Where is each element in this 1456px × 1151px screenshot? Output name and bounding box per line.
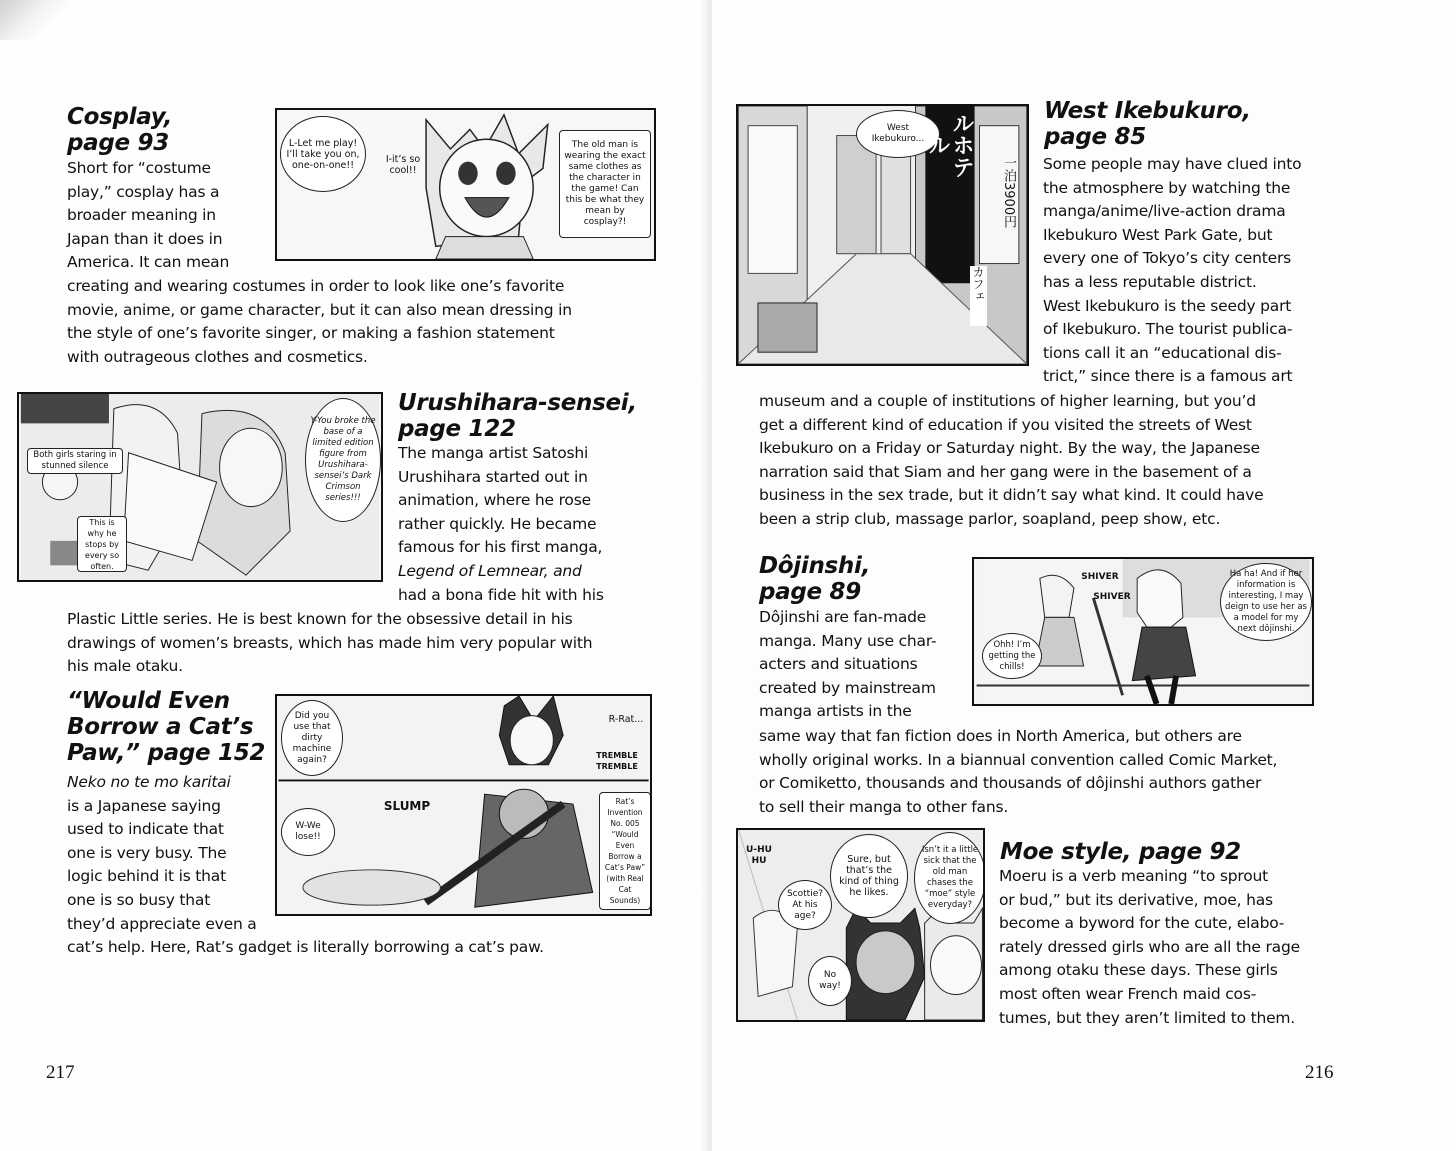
body-line: same way that fan fiction does in North America, but others are xyxy=(759,727,1242,745)
urushihara-heading xyxy=(398,390,637,442)
moe-manga-panel xyxy=(736,828,985,1022)
heading-line: Dôjinshi, xyxy=(759,553,871,579)
body-line: movie, anime, or game character, but it can also mean dressing in xyxy=(67,300,572,319)
ikebukuro-manga-panel xyxy=(736,104,1029,366)
body-line: Some people may have clued into xyxy=(1043,155,1302,173)
caption-box: Rat’s Invention No. 005 “Would Even Borrow a Cat’s Paw” (with Real Cat Sounds) xyxy=(599,792,651,910)
ikebukuro-heading xyxy=(1044,98,1251,150)
body-line: among otaku these days. These girls xyxy=(999,961,1278,980)
body-line: been a strip club, massage parlor, soapland, peep show, etc. xyxy=(759,509,1221,528)
heading-line: page 89 xyxy=(759,579,861,605)
heading-line: page 93 xyxy=(67,130,169,156)
dojinshi-manga-panel xyxy=(972,557,1314,706)
speech-bubble: R-Rat... xyxy=(608,713,644,725)
urushihara-body-side xyxy=(398,442,604,607)
body-line: most often wear French maid cos- xyxy=(999,984,1257,1003)
body-line: the atmosphere by watching the xyxy=(1043,178,1291,197)
cosplay-heading xyxy=(67,104,172,156)
body-line: creating and wearing costumes in order to look like one’s favorite xyxy=(67,276,565,295)
price-sign: 一泊3900円 xyxy=(1001,156,1016,229)
heading-line: Paw,” page 152 xyxy=(67,740,266,766)
body-line: Short for “costume xyxy=(67,159,211,177)
heading-line: Urushihara-sensei, xyxy=(398,390,637,416)
body-line: his male otaku. xyxy=(67,657,183,676)
body-line: get a different kind of education if you visited the streets of West xyxy=(759,415,1252,434)
cosplay-manga-panel xyxy=(275,108,656,261)
dojinshi-body-side xyxy=(759,606,936,724)
heading-line: Moe style, page 92 xyxy=(1000,839,1241,865)
caption-box: Both girls staring in stunned silence xyxy=(27,448,123,474)
body-line: drawings of women’s breasts, which has made him very popular with xyxy=(67,633,593,652)
body-line: tumes, but they aren’t limited to them. xyxy=(999,1008,1296,1027)
moe-body xyxy=(999,865,1300,1030)
body-line: West Ikebukuro is the seedy part xyxy=(1043,296,1292,315)
speech-bubble: Ha ha! And if her information is interesting, I may deign to use her as a model for my next dôjinshi. xyxy=(1220,563,1312,641)
heading-line: Cosplay, xyxy=(67,104,173,130)
body-line: trict,” since there is a famous art xyxy=(1043,367,1293,386)
urushihara-body-full xyxy=(67,608,592,679)
body-line: with outrageous clothes and cosmetics. xyxy=(67,347,368,366)
sound-effect: U-HU HU xyxy=(746,845,772,866)
speech-bubble: West Ikebukuro... xyxy=(856,110,940,158)
body-line: famous for his first manga, xyxy=(398,538,603,557)
speech-bubble: Isn’t it a little sick that the old man chases the “moe” style everyday? xyxy=(914,832,985,924)
heading-line: page 122 xyxy=(398,416,516,442)
body-line: narration said that Siam and her gang were in the basement of a xyxy=(759,462,1252,481)
left-page xyxy=(0,0,712,1151)
body-line: rately dressed girls who are all the rage xyxy=(999,937,1300,956)
body-line: museum and a couple of institutions of higher learning, but you’d xyxy=(759,392,1256,410)
body-line: has a less reputable district. xyxy=(1043,272,1257,291)
body-line: Legend of Lemnear, and xyxy=(398,561,582,580)
body-line: Urushihara started out in xyxy=(398,467,588,486)
body-line: to sell their manga to other fans. xyxy=(759,797,1009,816)
body-line: one is very busy. The xyxy=(67,843,227,862)
body-line: created by mainstream xyxy=(759,678,936,697)
page-number: 217 xyxy=(46,1062,75,1083)
neon-sign: ルホテル xyxy=(925,112,974,178)
body-line: they’d appreciate even a xyxy=(67,914,257,933)
body-line: America. It can mean xyxy=(67,253,230,272)
speech-bubble: Scottie? At his age? xyxy=(778,880,832,930)
cafe-sign: カフェ xyxy=(970,266,987,326)
body-line: manga artists in the xyxy=(759,702,912,721)
body-line: Neko no te mo karitai xyxy=(67,773,231,791)
dojinshi-heading xyxy=(759,553,870,605)
speech-bubble: Did you use that dirty machine again? xyxy=(281,700,343,776)
moe-heading xyxy=(1000,839,1241,865)
body-line: become a byword for the cute, elabo- xyxy=(999,914,1285,933)
body-line: Ikebukuro on a Friday or Saturday night. By the way, the Japanese xyxy=(759,439,1260,458)
body-line: Ikebukuro West Park Gate, but xyxy=(1043,225,1273,244)
body-line: Moeru is a verb meaning “to sprout xyxy=(999,867,1268,885)
body-line: play,” cosplay has a xyxy=(67,182,220,201)
page-corner-shadow xyxy=(0,0,70,40)
heading-line: “Would Even xyxy=(67,688,230,714)
body-line: Plastic Little series. He is best known for the obsessive detail in his xyxy=(67,610,573,628)
body-line: broader meaning in xyxy=(67,206,216,225)
speech-bubble: Sure, but that’s the kind of thing he likes. xyxy=(830,834,908,918)
speech-bubble: I-it’s so cool!! xyxy=(385,154,421,176)
speech-bubble: W-We lose!! xyxy=(281,808,335,856)
caption-box: This is why he stops by every so often. xyxy=(77,516,127,572)
heading-line: Borrow a Cat’s xyxy=(67,714,254,740)
body-line: or Comiketto, thousands and thousands of dôjinshi authors gather xyxy=(759,774,1262,793)
body-line: cat’s help. Here, Rat’s gadget is literally borrowing a cat’s paw. xyxy=(67,938,544,957)
page-number: 216 xyxy=(1305,1062,1334,1083)
speech-bubble: Y-You broke the base of a limited edition figure from Urushihara-sensei’s Dark Crimson series!!! xyxy=(305,398,381,522)
urushihara-manga-panel xyxy=(17,392,383,582)
body-line: tions call it an “educational dis- xyxy=(1043,343,1282,362)
ikebukuro-body-full xyxy=(759,390,1263,532)
dojinshi-body-full xyxy=(759,725,1277,819)
heading-line: West Ikebukuro, xyxy=(1044,98,1251,124)
body-line: had a bona fide hit with his xyxy=(398,585,604,604)
sound-effect: TREMBLE TREMBLE xyxy=(596,751,638,771)
speech-bubble: Ohh! I’m getting the chills! xyxy=(982,633,1042,679)
body-line: animation, where he rose xyxy=(398,491,591,510)
catspaw-heading xyxy=(67,688,265,766)
speech-bubble: No way! xyxy=(808,956,852,1006)
body-line: one is so busy that xyxy=(67,890,211,909)
body-line: manga. Many use char- xyxy=(759,631,937,650)
body-line: Japan than it does in xyxy=(67,229,223,248)
body-line: wholly original works. In a biannual convention called Comic Market, xyxy=(759,750,1278,769)
body-line: business in the sex trade, but it didn’t say what kind. It could have xyxy=(759,486,1264,505)
speech-bubble: L-Let me play! I’ll take you on, one-on-one!! xyxy=(280,116,366,192)
sound-effect: SHIVER xyxy=(1081,571,1119,582)
body-line: Dôjinshi are fan-made xyxy=(759,608,927,626)
catspaw-manga-panel xyxy=(275,694,652,916)
body-line: is a Japanese saying xyxy=(67,796,221,815)
body-line: manga/anime/live-action drama xyxy=(1043,202,1286,221)
body-line: logic behind it is that xyxy=(67,867,226,886)
speech-bubble: The old man is wearing the exact same clothes as the character in the game! Can this be what they mean by cosplay?! xyxy=(559,130,651,238)
body-line: or bud,” but its derivative, moe, has xyxy=(999,890,1273,909)
heading-line: page 85 xyxy=(1044,124,1146,150)
sound-effect: SHIVER xyxy=(1093,591,1131,602)
sound-effect: SLUMP xyxy=(383,798,431,813)
body-line: used to indicate that xyxy=(67,820,224,839)
body-line: every one of Tokyo’s city centers xyxy=(1043,249,1292,268)
body-line: rather quickly. He became xyxy=(398,514,597,533)
body-line: the style of one’s favorite singer, or making a fashion statement xyxy=(67,324,555,343)
right-page xyxy=(712,0,1456,1151)
body-line: The manga artist Satoshi xyxy=(398,444,589,462)
body-line: acters and situations xyxy=(759,655,918,674)
ikebukuro-body-side xyxy=(1043,153,1301,389)
body-line: of Ikebukuro. The tourist publica- xyxy=(1043,320,1293,339)
